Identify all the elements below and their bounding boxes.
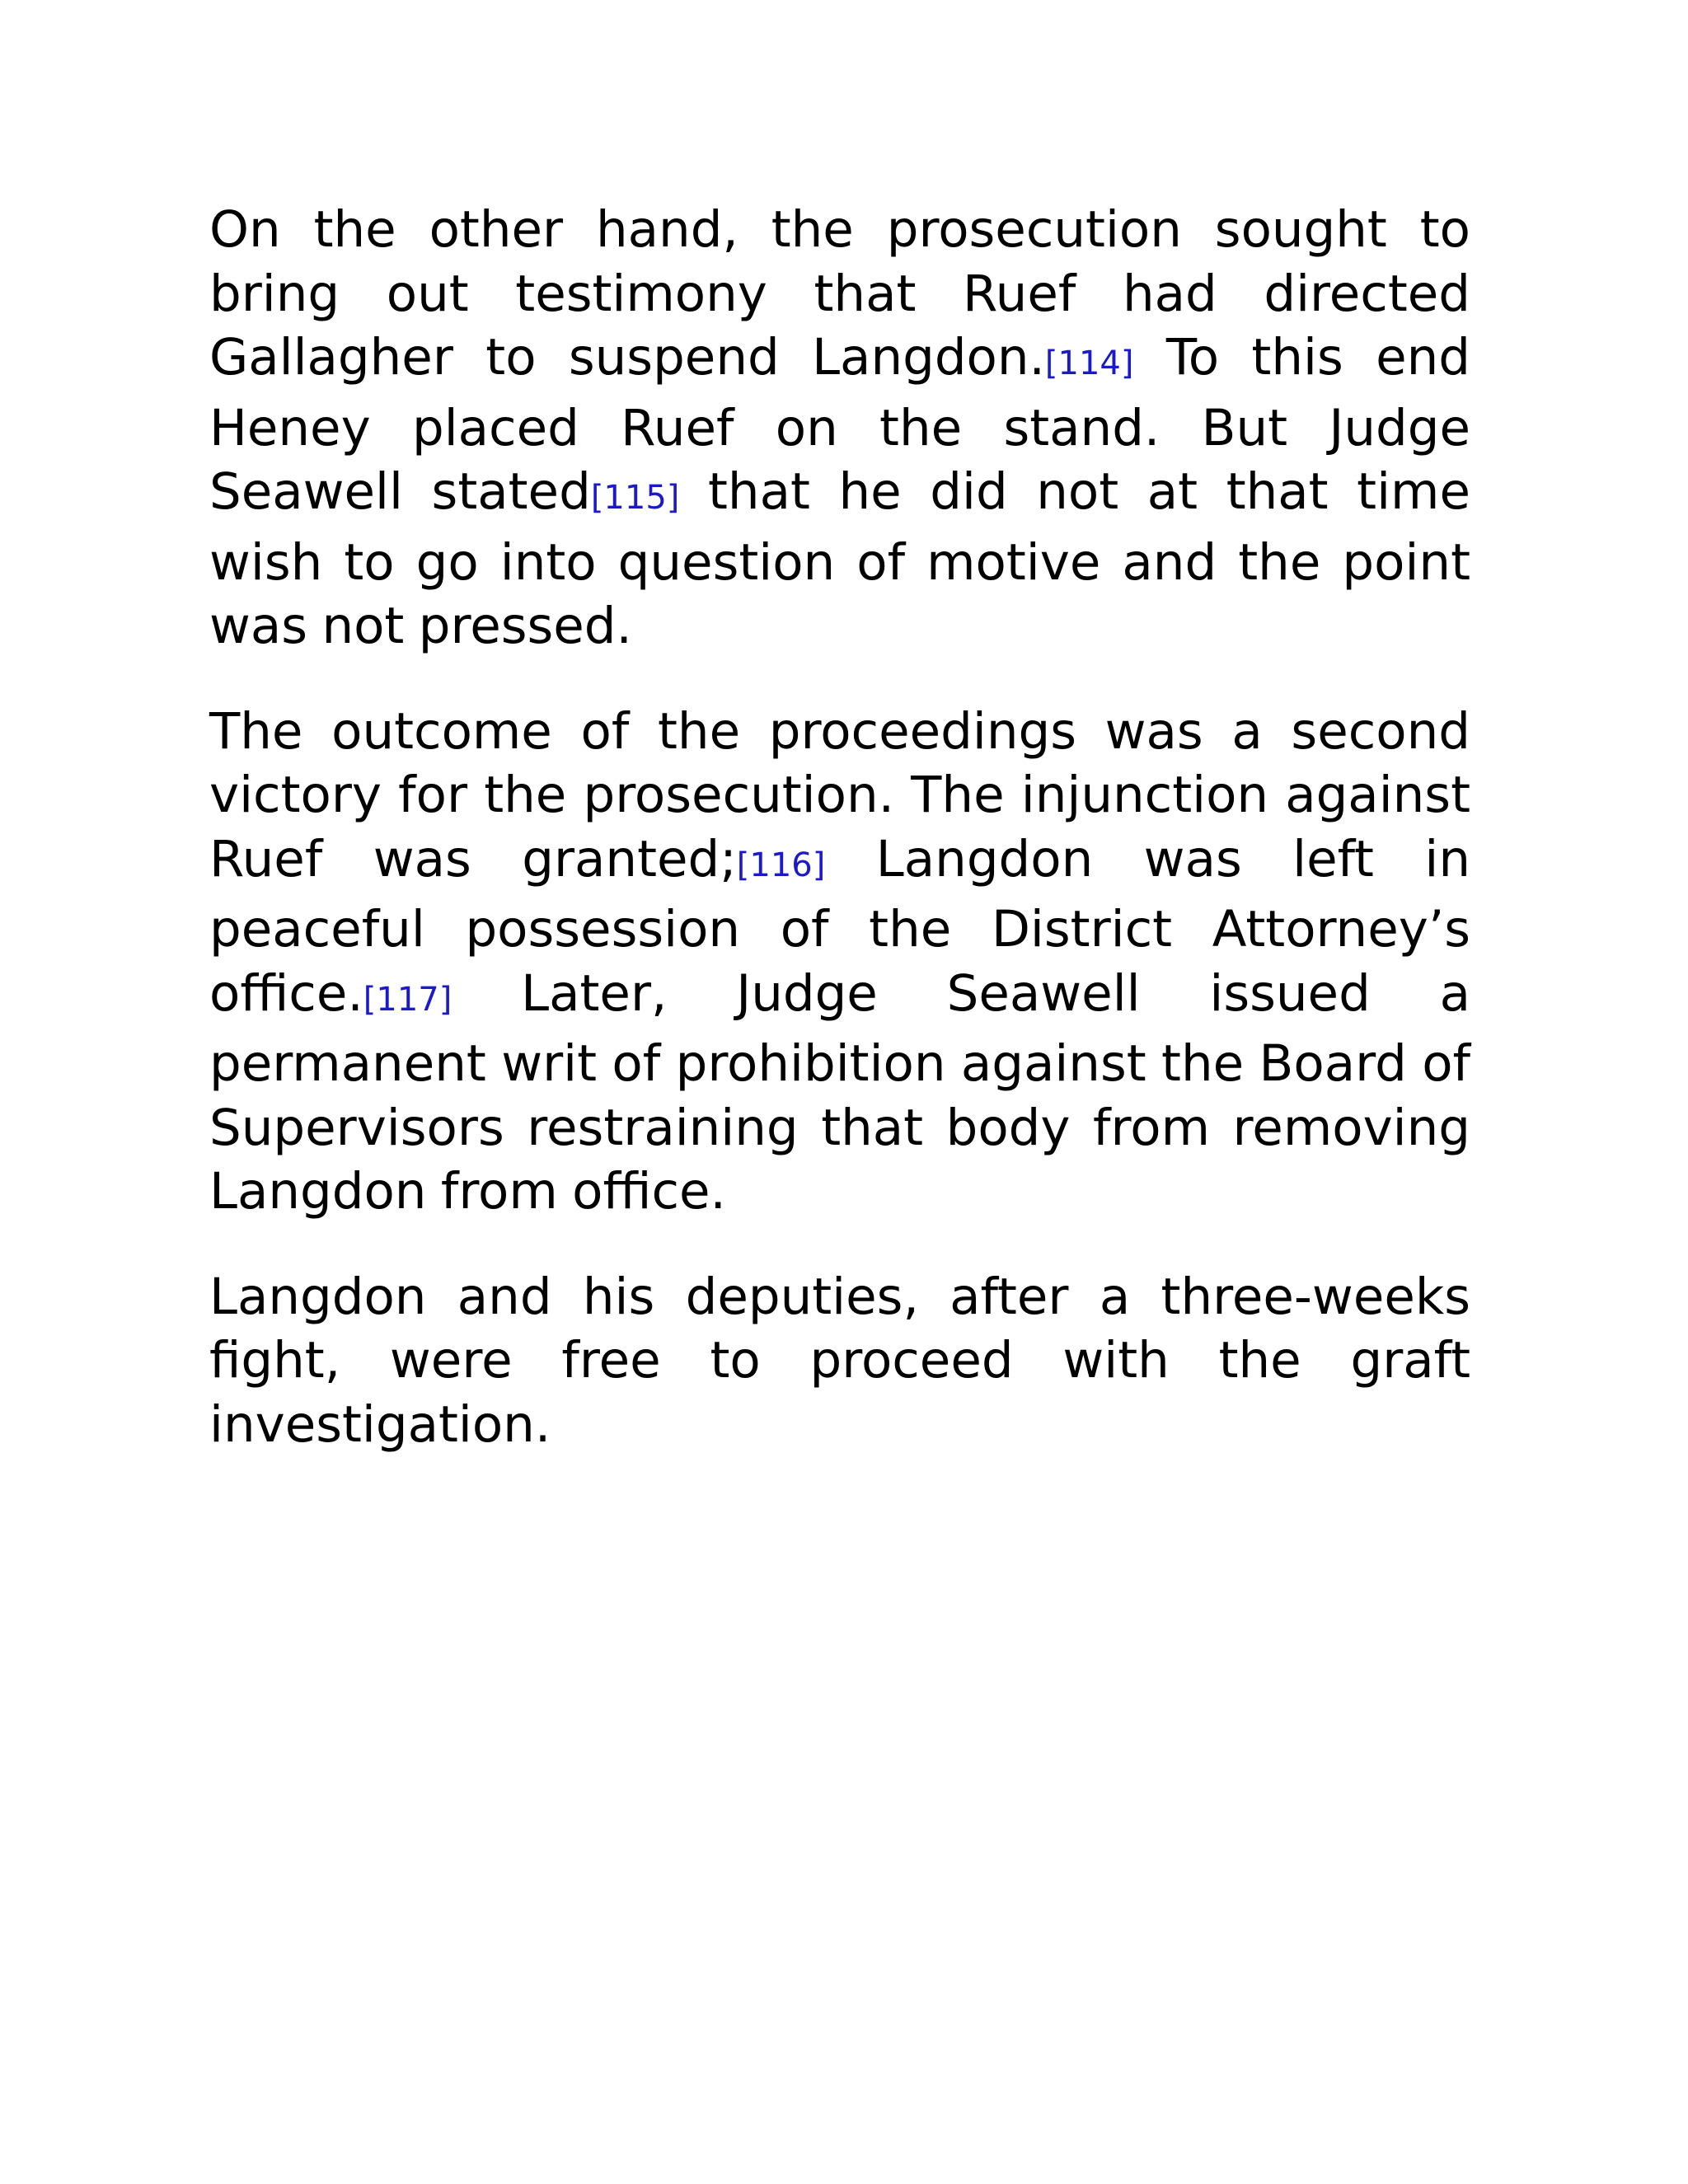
paragraph-text: The outcome of the proceedings was a second victory for the prosecution. The injunction against Ruef was granted; — [209, 701, 1470, 888]
paragraph-conclusion — [209, 1265, 1470, 1457]
footnote-link-115[interactable]: [115] — [590, 479, 680, 517]
paragraph-text: Langdon was left in peaceful possession of the District Attorney’s office. — [209, 829, 1471, 1023]
footnote-link-116[interactable]: [116] — [736, 846, 826, 884]
paragraph-text: To this end Heney placed Ruef on the stand. But Judge Seawell stated — [209, 328, 1470, 521]
paragraph-text: that he did not at that time wish to go into question of motive and the point was not pressed. — [209, 462, 1470, 655]
document-page — [209, 198, 1470, 1497]
paragraph-text: Later, Judge Seawell issued a permanent writ of prohibition against the Board of Supervisors restraining that body from removing Langdon from office. — [209, 963, 1470, 1221]
footnote-link-117[interactable]: [117] — [363, 980, 452, 1019]
footnote-link-114[interactable]: [114] — [1044, 344, 1134, 382]
paragraph-text: On the other hand, the prosecution sought to bring out testimony that Ruef had directed Gallagher to suspend Langdon. — [209, 200, 1470, 387]
paragraph-prosecution-testimony — [209, 198, 1470, 658]
paragraph-outcome — [209, 700, 1470, 1224]
paragraph-text: Langdon and his deputies, after a three-weeks fight, were free to proceed with the graft investigation. — [209, 1267, 1470, 1454]
